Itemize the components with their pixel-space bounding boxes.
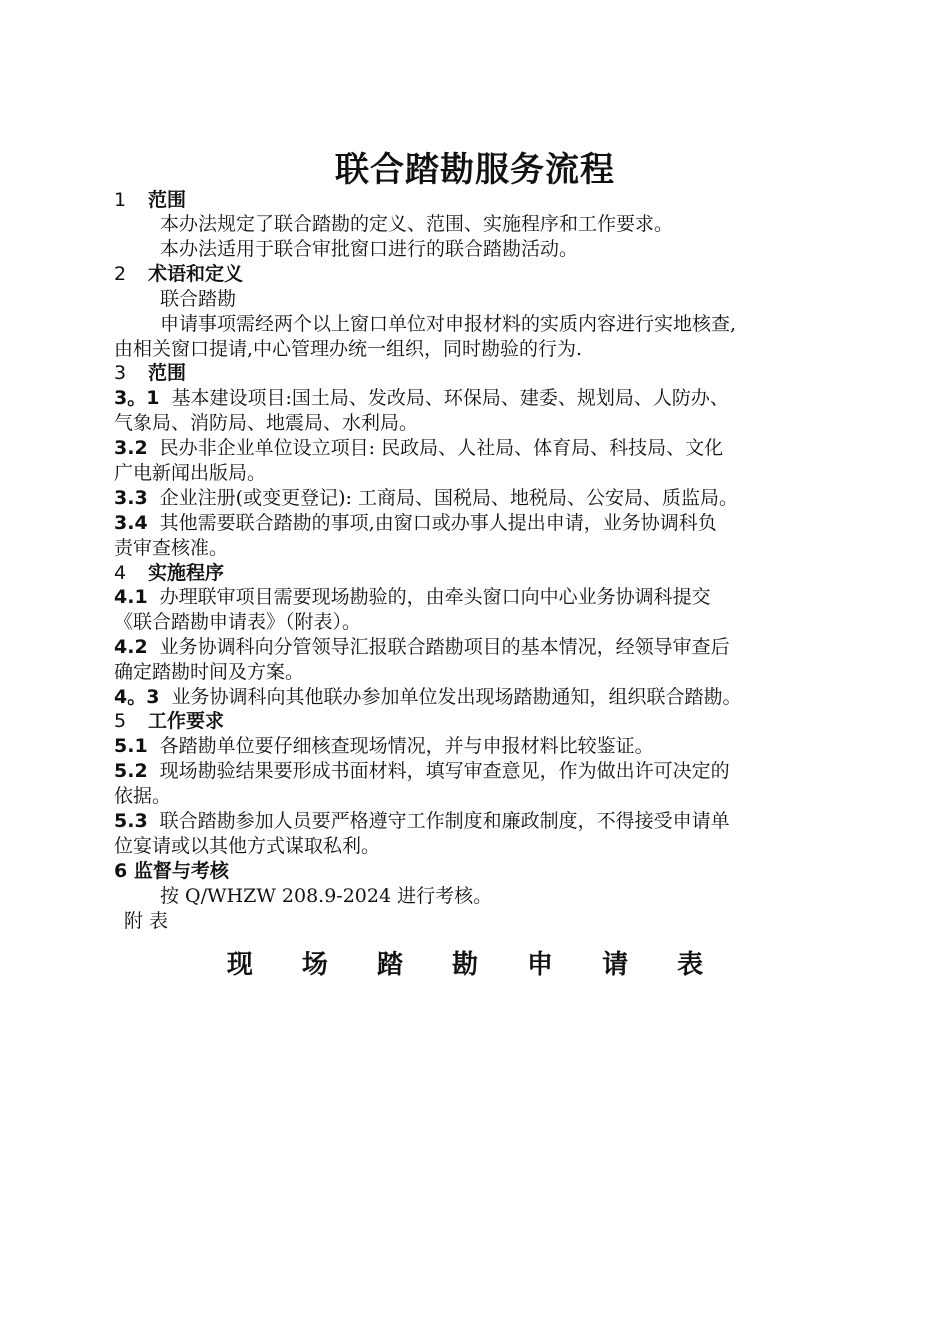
appendix-label: 附 表 <box>124 910 169 932</box>
item-3-4: 3.4 其他需要联合踏勘的事项,由窗口或办事人提出申请，业务协调科负 <box>114 512 717 534</box>
item-3-4-cont: 责审查核准。 <box>114 537 229 559</box>
item-3-1: 3。1 基本建设项目:国土局、发改局、环保局、建委、规划局、人防办、 <box>114 387 729 409</box>
term-definition-line-2: 由相关窗口提请,中心管理办统一组织，同时勘验的行为. <box>114 338 583 360</box>
item-3-3: 3.3 企业注册(或变更登记): 工商局、国税局、地税局、公安局、质监局。 <box>114 487 738 509</box>
item-3-1-cont: 气象局、消防局、地震局、水利局。 <box>114 412 419 434</box>
page-title: 联合踏勘服务流程 <box>335 150 615 190</box>
section-6-para-1: 按 Q/WHZW 208.9-2024 进行考核。 <box>160 885 493 907</box>
section-6-heading: 6 监督与考核 <box>114 860 229 882</box>
appendix-table-title: 现 场 踏 勘 申 请 表 <box>226 950 724 980</box>
term-name: 联合踏勘 <box>160 288 237 310</box>
item-4-3: 4。3 业务协调科向其他联办参加单位发出现场踏勘通知，组织联合踏勘。 <box>114 686 742 708</box>
section-4-heading: 4 实施程序 <box>114 562 225 584</box>
section-1-para-2: 本办法适用于联合审批窗口进行的联合踏勘活动。 <box>160 238 579 260</box>
item-5-2: 5.2 现场勘验结果要形成书面材料，填写审查意见，作为做出许可决定的 <box>114 760 730 782</box>
term-definition-line-1: 申请事项需经两个以上窗口单位对申报材料的实质内容进行实地核查, <box>160 313 737 335</box>
section-1-heading: 1 范围 <box>114 189 187 211</box>
item-5-2-cont: 依据。 <box>114 785 172 807</box>
section-5-heading: 5 工作要求 <box>114 710 225 732</box>
item-4-2: 4.2 业务协调科向分管领导汇报联合踏勘项目的基本情况，经领导审查后 <box>114 636 730 658</box>
item-5-3-cont: 位宴请或以其他方式谋取私利。 <box>114 835 381 857</box>
item-3-2-cont: 广电新闻出版局。 <box>114 462 267 484</box>
item-4-1: 4.1 办理联审项目需要现场勘验的，由牵头窗口向中心业务协调科提交 <box>114 586 711 608</box>
item-4-2-cont: 确定踏勘时间及方案。 <box>114 661 305 683</box>
item-5-3: 5.3 联合踏勘参加人员要严格遵守工作制度和廉政制度，不得接受申请单 <box>114 810 730 832</box>
section-3-heading: 3 范围 <box>114 362 187 384</box>
item-4-1-cont: 《联合踏勘申请表》（附表）。 <box>114 611 362 633</box>
item-3-2: 3.2 民办非企业单位设立项目: 民政局、人社局、体育局、科技局、文化 <box>114 437 724 459</box>
item-5-1: 5.1 各踏勘单位要仔细核查现场情况，并与申报材料比较鉴证。 <box>114 735 654 757</box>
section-1-para-1: 本办法规定了联合踏勘的定义、范围、实施程序和工作要求。 <box>160 213 674 235</box>
section-2-heading: 2 术语和定义 <box>114 263 244 285</box>
